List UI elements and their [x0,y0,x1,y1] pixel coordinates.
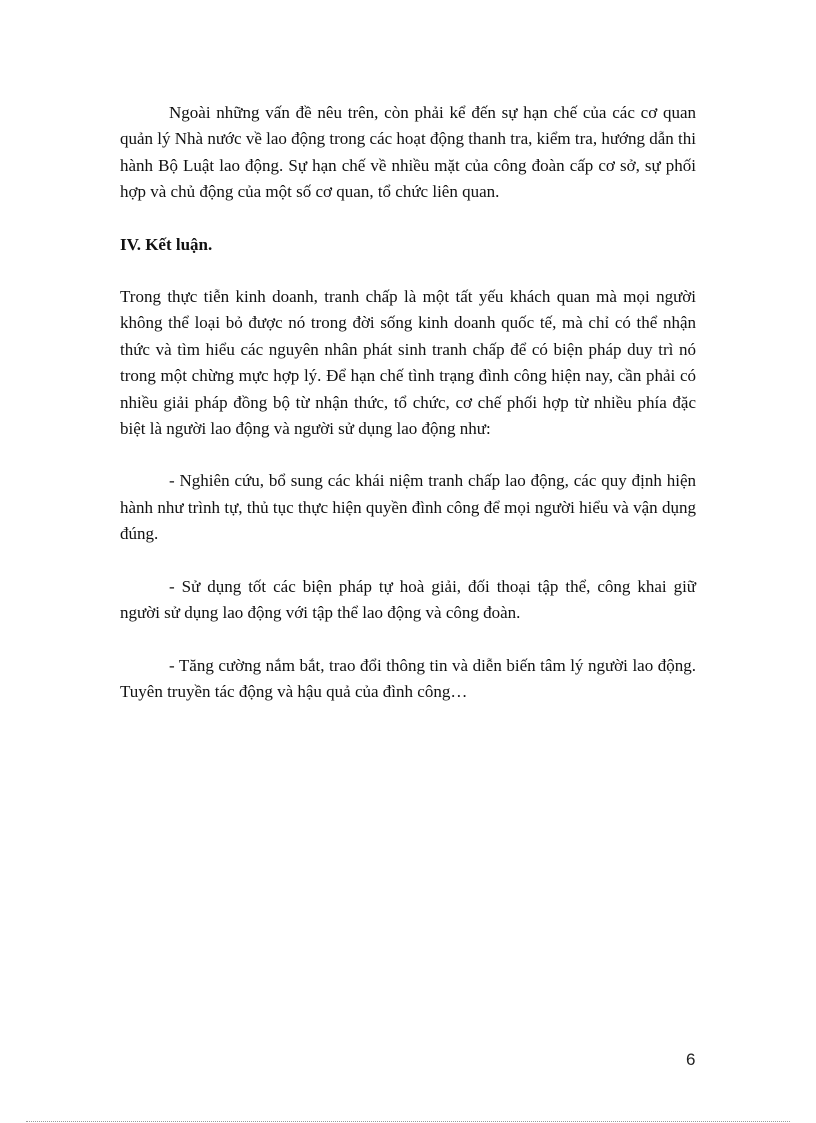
bullet-item-information: - Tăng cường nắm bắt, trao đổi thông tin và diễn biến tâm lý người lao động. Tuyên truyền tác động và hậu quả của đình công… [120,655,696,701]
document-body [120,100,696,705]
page-number: 6 [686,1050,696,1069]
section-heading: IV. Kết luận. [120,234,213,254]
conclusion-paragraph: Trong thực tiễn kinh doanh, tranh chấp là một tất yếu khách quan mà mọi người không thể loại bỏ được nó trong đời sống kinh doanh quốc tế, mà chỉ có thể nhận thức và tìm hiểu các nguyên nhân phát sinh tranh chấp để có biện pháp duy trì nó trong một chừng mực hợp lý. Để hạn chế tình trạng đình công hiện nay, cần phải có nhiều giải pháp đồng bộ từ nhận thức, tổ chức, cơ chế phối hợp từ nhiều phía đặc biệt là người lao động và người sử dụng lao động như: [120,287,696,439]
bullet-item-research: - Nghiên cứu, bổ sung các khái niệm tranh chấp lao động, các quy định hiện hành như trình tự, thủ tục thực hiện quyền đình công để mọi người hiểu và vận dụng đúng. [120,471,696,544]
bullet-item-mediation: - Sử dụng tốt các biện pháp tự hoà giải, đối thoại tập thể, công khai giữ người sử dụng lao động với tập thể lao động và công đoàn. [120,576,696,623]
page-bottom-divider [26,1121,790,1122]
intro-paragraph: Ngoài những vấn đề nêu trên, còn phải kể đến sự hạn chế của các cơ quan quản lý Nhà nước về lao động trong các hoạt động thanh tra, kiểm tra, hướng dẫn thi hành Bộ Luật lao động. Sự hạn chế về nhiều mặt của công đoàn cấp cơ sở, sự phối hợp và chủ động của một số cơ quan, tổ chức liên quan. [120,103,697,202]
